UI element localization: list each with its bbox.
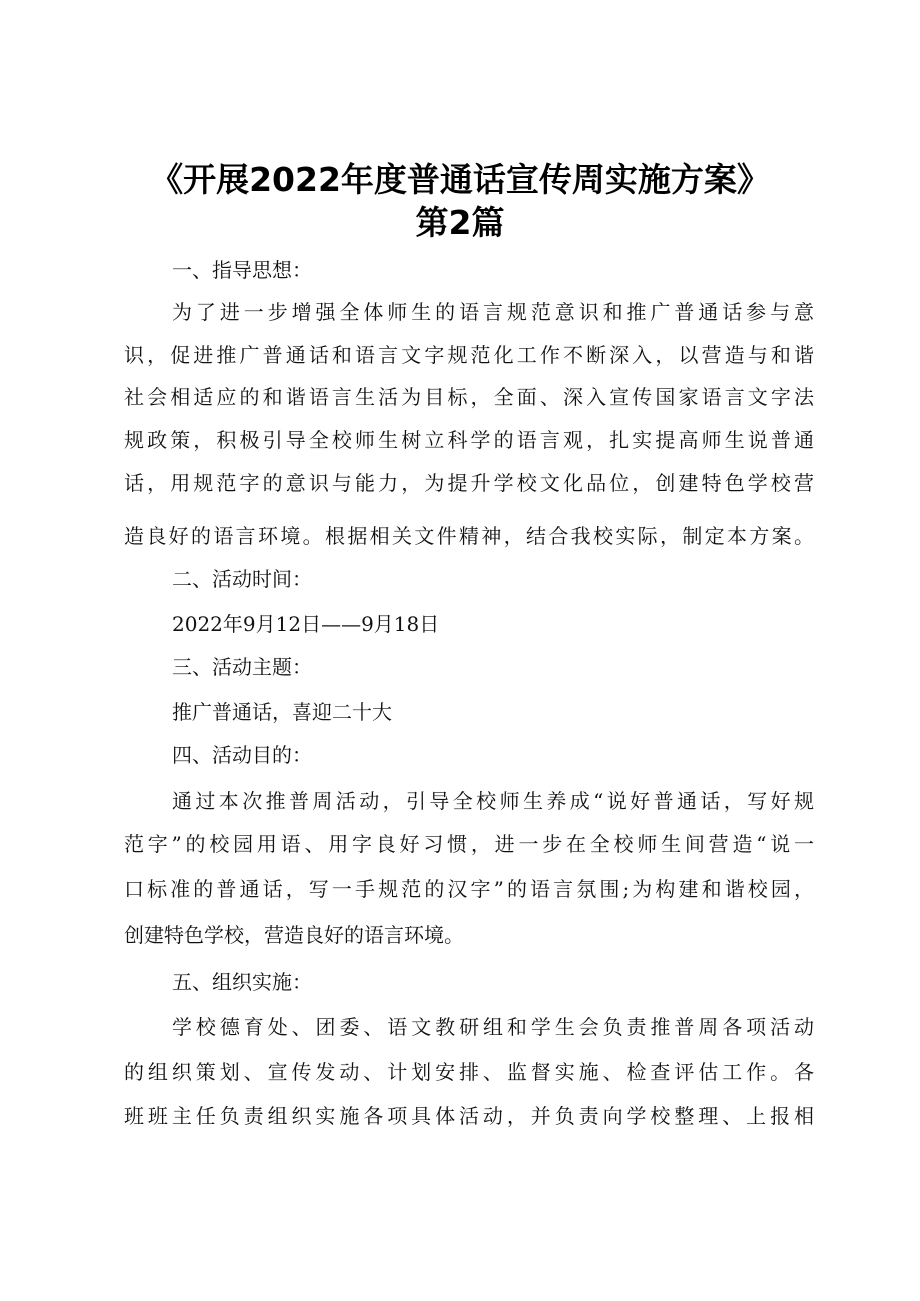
paragraph-line: 识，促进推广普通话和语言文字规范化工作不断深入，以营造与和谐 xyxy=(124,343,814,367)
paragraph-line: 通过本次推普周活动，引导全校师生养成“说好普通话，写好规 xyxy=(172,789,814,813)
section-heading-activity-time: 二、活动时间： xyxy=(172,567,312,591)
activity-theme: 推广普通话，喜迎二十大 xyxy=(172,700,392,724)
paragraph-line: 范字”的校园用语、用字良好习惯，进一步在全校师生间营造“说一 xyxy=(124,832,814,856)
paragraph-line: 学校德育处、团委、语文教研组和学生会负责推普周各项活动 xyxy=(172,1015,814,1039)
paragraph-line: 造良好的语言环境。根据相关文件精神，结合我校实际，制定本方案。 xyxy=(124,524,814,548)
paragraph-line: 规政策，积极引导全校师生树立科学的语言观，扎实提高师生说普通 xyxy=(124,428,814,452)
paragraph-line: 口标准的普通话，写一手规范的汉字”的语言氛围;为构建和谐校园， xyxy=(124,877,814,901)
paragraph-line: 的组织策划、宣传发动、计划安排、监督实施、检查评估工作。各 xyxy=(124,1060,814,1084)
activity-dates: 2022年9月12日——9月18日 xyxy=(172,612,440,636)
paragraph-line: 为了进一步增强全体师生的语言规范意识和推广普通话参与意 xyxy=(172,300,814,324)
section-heading-guiding-ideology: 一、指导思想： xyxy=(172,258,312,282)
section-heading-activity-purpose: 四、活动目的： xyxy=(172,743,312,767)
paragraph-line: 班班主任负责组织实施各项具体活动，并负责向学校整理、上报相 xyxy=(124,1104,814,1128)
paragraph-line: 社会相适应的和谐语言生活为目标，全面、深入宣传国家语言文字法 xyxy=(124,385,814,409)
section-heading-organization: 五、组织实施： xyxy=(172,970,312,994)
paragraph-line: 创建特色学校，营造良好的语言环境。 xyxy=(124,923,464,947)
paragraph-line: 话，用规范字的意识与能力，为提升学校文化品位，创建特色学校营 xyxy=(124,471,814,495)
section-heading-activity-theme: 三、活动主题： xyxy=(172,655,312,679)
document-subtitle: 第2篇 xyxy=(415,203,505,242)
document-title: 《开展2022年度普通话宣传周实施方案》 xyxy=(150,160,770,199)
